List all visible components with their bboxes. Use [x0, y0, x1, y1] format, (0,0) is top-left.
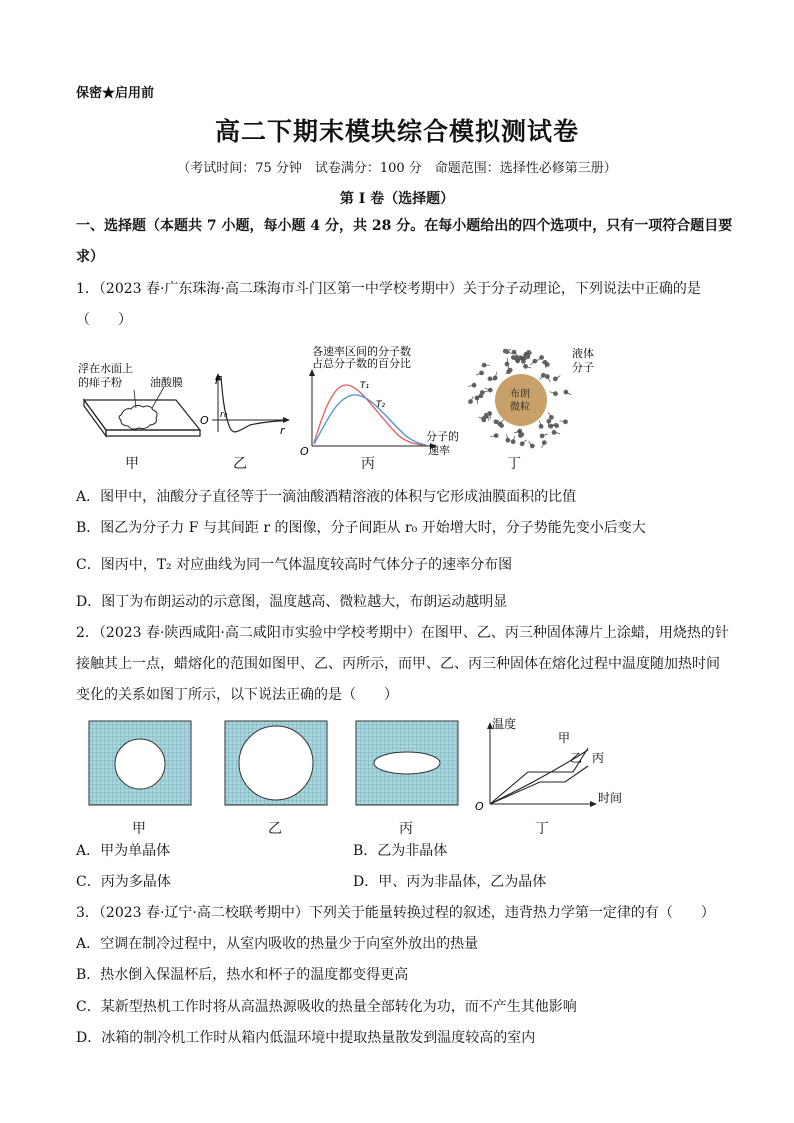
liquid-molecule — [549, 415, 554, 420]
q1-stem: 1．（2023 春·广东珠海·高二珠海市斗门区第一中学校考期中）关于分子动理论，下列说法中正确的是 — [76, 281, 701, 297]
jia-text-2: 的痱子粉 — [78, 376, 122, 389]
liquid-molecule — [542, 440, 547, 445]
liquid-molecule — [511, 439, 516, 444]
yi-r: r — [280, 424, 285, 437]
q1-label-yi: 乙 — [233, 456, 247, 472]
liquid-molecule — [523, 364, 528, 369]
q2-option-a: A．甲为单晶体 — [76, 843, 171, 859]
section-heading-cont: 求） — [76, 249, 104, 265]
q1-label-ding: 丁 — [507, 456, 521, 472]
jia-text-1: 浮在水面上 — [78, 362, 133, 375]
bing-O: O — [300, 445, 309, 458]
q1-stem-cont: （ ） — [76, 312, 132, 328]
q1-option-b: B．图乙为分子力 F 与其间距 r 的图像，分子间距从 r₀ 开始增大时，分子势能先变小后变大 — [76, 520, 646, 536]
yi-r0: r₀ — [220, 410, 228, 420]
q1-label-bing: 丙 — [361, 456, 375, 472]
graph-jia: 甲 — [558, 731, 571, 745]
section-heading: 一、选择题（本题共 7 小题，每小题 4 分，共 28 分。在每小题给出的四个选项中，只有一项符合题目要 — [76, 218, 733, 234]
bing-xtitle-1: 分子的 — [426, 430, 459, 443]
q2-label-ding: 丁 — [535, 821, 549, 837]
q2-label-yi: 乙 — [268, 821, 282, 837]
q1-figure-ding — [464, 345, 614, 450]
bing-xtitle-2: 速率 — [428, 444, 450, 457]
q3-option-b: B．热水倒入保温杯后，热水和杯子的温度都变得更高 — [76, 967, 409, 983]
graph-yi: 乙 — [570, 751, 583, 765]
liquid-molecule — [553, 391, 558, 396]
q1-figure-jia — [76, 360, 206, 445]
q1-figure-bing — [298, 343, 468, 458]
ding-liquid-1: 液体 — [572, 347, 594, 360]
confidential-mark: 保密★启用前 — [76, 86, 155, 101]
q2-label-jia: 甲 — [132, 821, 146, 837]
melt-bing — [374, 752, 440, 774]
yi-F: F — [215, 374, 222, 387]
bing-ytitle-1: 各速率区间的分子数 — [312, 345, 411, 358]
q2-label-bing: 丙 — [399, 821, 413, 837]
melt-jia — [115, 739, 165, 789]
ding-liquid-2: 分子 — [572, 361, 594, 374]
q1-figure-yi — [198, 370, 293, 440]
graph-xtitle: 时间 — [598, 791, 623, 805]
page-title: 高二下期末模块综合模拟测试卷 — [214, 117, 579, 146]
q3-option-a: A．空调在制冷过程中，从室内吸收的热量少于向室外放出的热量 — [76, 936, 479, 952]
q3-option-d: D．冰箱的制冷机工作时从箱内低温环境中提取热量散发到温度较高的室内 — [76, 1030, 536, 1046]
bing-T2: T₂ — [376, 400, 386, 410]
q1-option-c: C．图丙中，T₂ 对应曲线为同一气体温度较高时气体分子的速率分布图 — [76, 557, 513, 573]
liquid-molecule — [506, 438, 511, 443]
exam-info: （考试时间：75 分钟 试卷满分：100 分 命题范围：选择性必修第三册） — [177, 161, 617, 176]
liquid-molecule — [540, 434, 545, 439]
liquid-molecule — [479, 393, 484, 398]
yi-O: O — [200, 414, 209, 427]
volume-title: 第 I 卷（选择题） — [339, 191, 455, 207]
q2-option-d: D．甲、丙为非晶体，乙为晶体 — [353, 874, 547, 890]
q2-option-b: B．乙为非晶体 — [353, 843, 448, 859]
q2-stem-cont: 接触其上一点，蜡熔化的范围如图甲、乙、丙所示，而甲、乙、丙三种固体在熔化过程中温度随加热时间 — [76, 656, 720, 672]
liquid-molecule — [479, 371, 484, 376]
liquid-molecule — [468, 399, 473, 404]
bing-ytitle-2: 占总分子数的百分比 — [312, 357, 411, 370]
q2-stem-cont-2: 变化的关系如图丁所示，以下说法正确的是（ ） — [76, 687, 398, 703]
graph-ytitle: 温度 — [492, 717, 517, 731]
q2-stem: 2．（2023 春·陕西咸阳·高二咸阳市实验中学校考期中）在图甲、乙、丙三种固体薄片上涂蜡，用烧热的针 — [76, 625, 729, 641]
q2-figures — [88, 717, 623, 813]
q1-option-d: D．图丁为布朗运动的示意图，温度越高、微粒越大，布朗运动越明显 — [76, 594, 508, 610]
graph-bing: 丙 — [592, 751, 605, 765]
bing-T1: T₁ — [360, 381, 370, 391]
ding-particle-1: 布朗 — [510, 389, 530, 400]
graph-O: O — [475, 800, 484, 813]
q1-label-jia: 甲 — [125, 456, 139, 472]
q1-option-a: A．图甲中，油酸分子直径等于一滴油酸酒精溶液的体积与它形成油膜面积的比值 — [76, 489, 577, 505]
q3-option-c: C．某新型热机工作时将从高温热源吸收的热量全部转化为功，而不产生其他影响 — [76, 999, 577, 1015]
jia-text-3: 油酸膜 — [150, 376, 183, 389]
q2-option-c: C．丙为多晶体 — [76, 874, 171, 890]
melt-yi — [239, 726, 313, 800]
q3-stem: 3．（2023 春·辽宁·高二校联考期中）下列关于能量转换过程的叙述，违背热力学第一定律的有（ ） — [76, 905, 715, 921]
ding-particle-2: 微粒 — [510, 402, 530, 413]
